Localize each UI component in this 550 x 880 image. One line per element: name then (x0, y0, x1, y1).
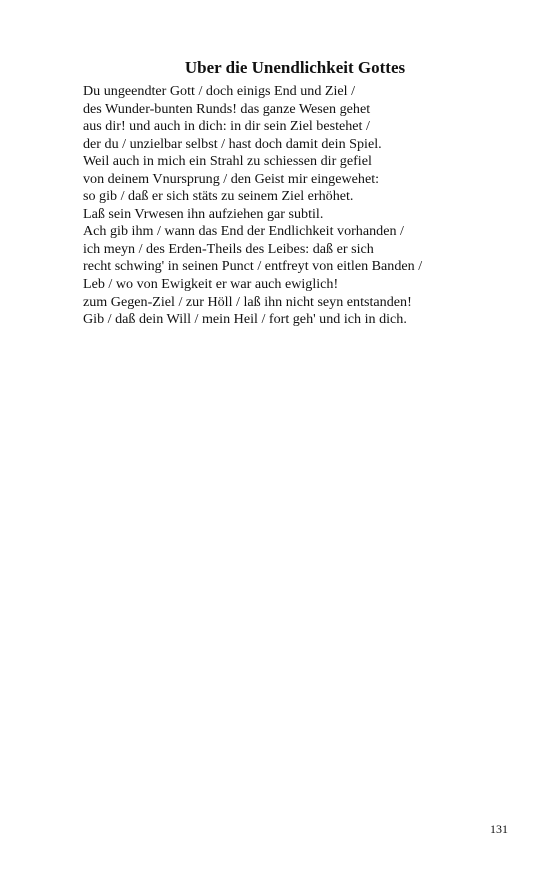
poem-line: Weil auch in mich ein Strahl zu schiessen dir gefiel (83, 153, 372, 170)
page-number: 131 (490, 822, 508, 836)
poem-line: Gib / daß dein Will / mein Heil / fort geh' und ich in dich. (83, 311, 407, 328)
poem-line: Laß sein Vrwesen ihn aufziehen gar subtil. (83, 205, 324, 222)
poem-line: zum Gegen-Ziel / zur Höll / laß ihn nicht seyn entstanden! (83, 293, 412, 310)
poem-line: Ach gib ihm / wann das End der Endlichkeit vorhanden / (83, 223, 404, 240)
poem-line: so gib / daß er sich stäts zu seinem Ziel erhöhet. (83, 188, 354, 205)
poem-line: von deinem Vnursprung / den Geist mir eingewehet: (83, 170, 380, 187)
poem-line: aus dir! und auch in dich: in dir sein Ziel bestehet / (83, 118, 370, 135)
poem-line: Du ungeendter Gott / doch einigs End und Ziel / (83, 83, 356, 99)
poem-line: des Wunder-bunten Runds! das ganze Wesen gehet (83, 100, 371, 117)
poem-title: Uber die Unendlichkeit Gottes (184, 58, 406, 77)
poem-body (83, 83, 503, 329)
poem-line: recht schwing' in seinen Punct / entfreyt von eitlen Banden / (83, 258, 423, 275)
poem-line: Leb / wo von Ewigkeit er war auch ewiglich! (83, 276, 339, 293)
poem-line: ich meyn / des Erden-Theils des Leibes: daß er sich (83, 240, 374, 257)
poem-line: der du / unzielbar selbst / hast doch damit dein Spiel. (83, 135, 382, 152)
